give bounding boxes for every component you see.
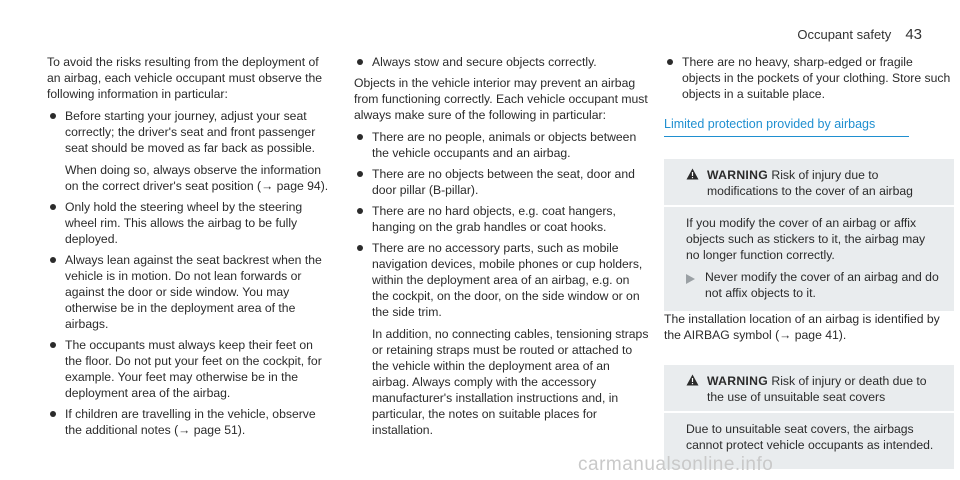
section-name: Occupant safety xyxy=(797,27,892,42)
paragraph-text: The installation location of an airbag is identified by the AIRBAG symbol ( xyxy=(664,312,940,342)
page-reference-link[interactable]: page 41). xyxy=(791,328,847,342)
list-item xyxy=(354,166,649,198)
objects-checklist xyxy=(354,129,649,438)
warning-keyword: WARNING xyxy=(707,374,769,388)
warning-title xyxy=(707,167,944,199)
subtext-text: When doing so, always observe the information on the correct driver's seat position ( xyxy=(65,163,322,193)
bullet-icon xyxy=(357,245,363,251)
list-item-text: Always stow and secure objects correctly. xyxy=(372,55,597,69)
warning-triangle-icon xyxy=(686,168,699,199)
page-reference-link[interactable]: page 51). xyxy=(190,423,246,437)
objects-paragraph: Objects in the vehicle interior may prevent an airbag from functioning correctly. Each vehicle occupant must always make sure of the following in particular: xyxy=(354,76,648,122)
list-item-text: If children are travelling in the vehicle, observe the additional notes ( xyxy=(65,407,316,437)
list-item-text: Before starting your journey, adjust your seat correctly; the driver's seat and front passenger seat should be moved as far back as possible. xyxy=(65,109,316,155)
warning-body xyxy=(664,207,954,311)
list-item xyxy=(47,406,332,438)
list-item xyxy=(47,252,332,332)
arrow-right-icon: → xyxy=(178,423,191,437)
warning-header xyxy=(664,365,954,413)
bullet-icon xyxy=(357,208,363,214)
action-arrow-icon xyxy=(686,272,695,301)
page-reference-link[interactable]: page 94). xyxy=(273,179,329,193)
page-header xyxy=(797,26,922,43)
warning-title-text: Risk of injury due to modifications to the cover of an airbag xyxy=(707,168,913,198)
warning-action xyxy=(686,269,942,301)
stow-objects-list xyxy=(354,54,649,70)
bullet-icon xyxy=(667,59,673,65)
list-item xyxy=(354,240,649,438)
warning-keyword: WARNING xyxy=(707,168,769,182)
column-2 xyxy=(354,54,649,443)
intro-paragraph: To avoid the risks resulting from the deployment of an airbag, each vehicle occupant must observe the following information in particular: xyxy=(47,55,323,101)
bullet-icon xyxy=(357,59,363,65)
column-1 xyxy=(47,54,332,443)
bullet-icon xyxy=(50,113,56,119)
warning-triangle-icon xyxy=(686,374,699,405)
bullet-icon xyxy=(50,204,56,210)
list-item-text: The occupants must always keep their feet on the floor. Do not put your feet on the cockpit, for example. Your feet may otherwise be in the deployment area of the airbag. xyxy=(65,338,322,400)
airbag-instructions-list xyxy=(47,108,332,438)
list-item xyxy=(47,108,332,194)
list-item-text: Only hold the steering wheel by the steering wheel rim. This allows the airbag to be fully deployed. xyxy=(65,200,303,246)
list-item-text: There are no objects between the seat, door and door pillar (B-pillar). xyxy=(372,167,635,197)
clothing-list xyxy=(664,54,954,102)
list-item xyxy=(47,199,332,247)
list-item xyxy=(47,337,332,401)
bullet-icon xyxy=(50,411,56,417)
list-item xyxy=(354,203,649,235)
warning-title xyxy=(707,373,944,405)
list-item-subtext: In addition, no connecting cables, tensioning straps or retaining straps must be routed or attached to the vehicle within the deployment area of an airbag. Always comply with the accessory manufacturer's installation instructions and, in particular, the notes on suitable places for installation. xyxy=(372,327,649,437)
list-item xyxy=(354,54,649,70)
airbag-symbol-paragraph xyxy=(664,311,954,343)
warning-text: Due to unsuitable seat covers, the airbags cannot protect vehicle occupants as intended. xyxy=(686,422,934,452)
bullet-icon xyxy=(50,257,56,263)
arrow-right-icon: → xyxy=(779,328,792,342)
arrow-right-icon: → xyxy=(261,179,274,193)
warning-box xyxy=(664,159,954,311)
bullet-icon xyxy=(50,342,56,348)
watermark: carmanualsonline.info xyxy=(578,454,774,475)
column-3 xyxy=(664,54,954,469)
bullet-icon xyxy=(357,171,363,177)
list-item-text: There are no accessory parts, such as mobile navigation devices, mobile phones or cup holders, within the deployment area of an airbag, e.g. on the cockpit, on the door, on the side window or on the side trim. xyxy=(372,241,643,319)
list-item-text: There are no heavy, sharp-edged or fragile objects in the pockets of your clothing. Store such objects in a suitable place. xyxy=(682,55,951,101)
section-heading: Limited protection provided by airbags xyxy=(664,116,909,137)
list-item-text: There are no people, animals or objects between the vehicle occupants and an airbag. xyxy=(372,130,637,160)
warning-action-text: Never modify the cover of an airbag and do not affix objects to it. xyxy=(705,270,939,300)
list-item-text: Always lean against the seat backrest when the vehicle is in motion. Do not lean forwards or against the door or side window. You may otherwise be in the deployment area of the airbags. xyxy=(65,253,322,331)
warning-title-text: Risk of injury or death due to the use of unsuitable seat covers xyxy=(707,374,927,404)
list-item-text: There are no hard objects, e.g. coat hangers, hanging on the grab handles or coat hooks. xyxy=(372,204,616,234)
page-number: 43 xyxy=(905,26,922,43)
list-item xyxy=(664,54,954,102)
bullet-icon xyxy=(357,134,363,140)
warning-header xyxy=(664,159,954,207)
warning-text: If you modify the cover of an airbag or affix objects such as stickers to it, the airbag may no longer function correctly. xyxy=(686,216,926,262)
list-item-subtext xyxy=(65,162,332,194)
list-item xyxy=(354,129,649,161)
